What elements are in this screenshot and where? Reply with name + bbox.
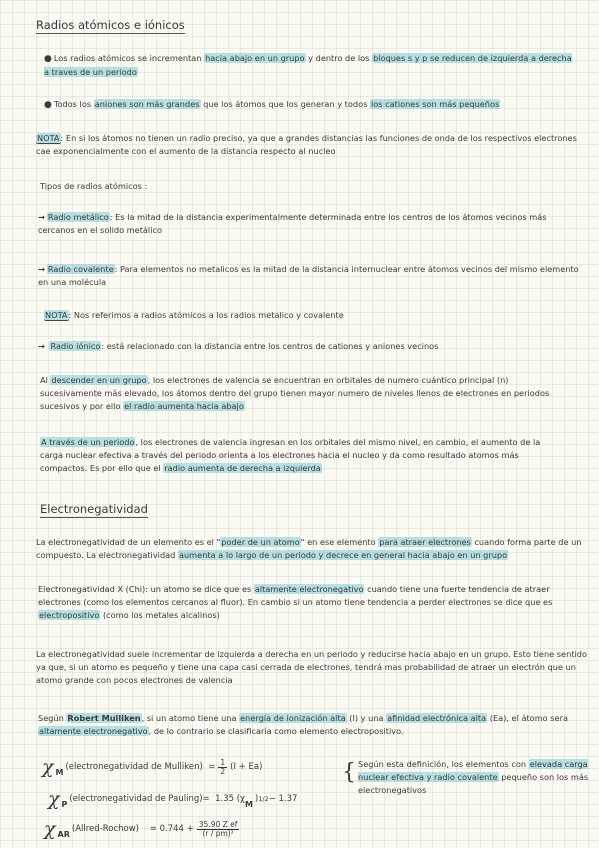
fraction: $\frac{\text{35.90 Z ef}}{\text{(r / pm)²}}$ (198, 819, 238, 838)
paragraph-tendencia: La electronegatividad suele incrementar de izquierda a derecha en un periodo y reducirse hacia abajo en un grupo. Esto tiene sentido ya que, si un atomo es pequeño y tiene una capa casi cerrada de electrones, tendrá mas probabilidad de atraer un electrón que un atomo grande con pocos electrones de valencia (36, 649, 587, 685)
arrow-right-icon: → (38, 341, 45, 351)
paragraph-definicion-electronegatividad: La electronegatividad de un elemento es el "poder de un atomo" en ese elemento para atraer electrones cuando forma parte de un compuesto. La electronegatividad aumenta a lo largo de un periodo y decrece en general hacia abajo en un grupo (36, 537, 582, 560)
paragraph-descender-grupo: Al descender en un grupo, los electrones de valencia se encuentran en orbitales de numero cuántico principal (n) sucesivamente más elevado, los átomos dentro del grupo tienen mayor numero de niveles llenos de electrones en periodos sucesivos y por ello el radio aumenta hacia abajo (40, 375, 550, 411)
nota-radios: NOTA: Nos referimos a radios atómicos a los radios metalico y covalente (45, 310, 344, 320)
paragraph-radios-atomicos: ● Los radios atómicos se incrementan hacia abajo en un grupo y dentro de los bloques s y p se reducen de izquierda a derecha a traves de un periodo (44, 53, 572, 77)
brace-icon: { (342, 760, 356, 785)
nota-radio-preciso: NOTA: En si los átomos no tienen un radio preciso, ya que a grandes distancias las funciones de onda de los respectivos electrones cae exponencialmente con el aumento de la distancia respecto al nucleo (36, 133, 577, 156)
section-title-electronegatividad: Electronegatividad (40, 502, 148, 516)
bullet-icon: ● (44, 54, 52, 64)
paragraph-traves-periodo: A través de un periodo, los electrones de valencia ingresan en los orbitales del mismo nivel, en cambio, el aumento de la carga nuclear efectiva a través del periodo orienta a los electrones hacia el nucleo y da como resultado atomos más compactos. Es por ello que el radio aumenta de derecha a izquierda (40, 437, 541, 473)
radio-ionico-item: → Radio iónico: está relacionado con la distancia entre los centros de cationes y aniones vecinos (38, 341, 439, 351)
radio-metalico-item: → Radio metálico: Es la mitad de la distancia experimentalmente determinada entre los centros de los átomos vecinos más cercanos en el solido metálico (38, 212, 547, 235)
paragraph-mulliken: Según Robert Mulliken, si un atomo tiene una energía de ionización alta (I) y una afinidad electrónica alta (Ea), el átomo sera altamente electronegativo, de lo contrario se clasificaría como elemento electropositivo. (38, 713, 568, 736)
equation-mulliken: χ M (electronegatividad de Mulliken) = $\frac{1}{2}$ (I + Ea) (42, 756, 263, 778)
paragraph-aniones-cationes: ● Todos los aniones son más grandes que los átomos que los generan y todos los cationes son más pequeños (44, 99, 500, 110)
tipos-heading: Tipos de radios atómicos : (40, 181, 148, 191)
arrow-right-icon: → (38, 264, 45, 274)
equation-allred-rochow: χ AR (Allred-Rochow) = 0.744 + $\frac{\text{35.90 Z ef}}{\text{(r / pm)²}}$ (44, 818, 238, 840)
arrow-right-icon: → (38, 212, 45, 222)
radio-covalente-item: → Radio covalente: Para elementos no metalicos es la mitad de la distancia internuclear entre átomos vecinos del mismo elemento en una molécula (38, 264, 579, 287)
paragraph-chi: Electronegatividad X (Chi): un atomo se dice que es altamente electronegativo cuando tiene una fuerte tendencia de atraer electrones (como los elementos cercanos al fluor). En cambio si un atomo tiene tendencia a perder electrones se dice que es electropositivo (como los metales alcalinos) (38, 584, 553, 620)
side-note-definicion: Según esta definición, los elementos con elevada carga nuclear efectiva y radio covalente pequeño son los más electronegativos (358, 759, 589, 795)
equation-pauling: χ P (electronegatividad de Pauling)= 1.35 (χ M ) 1/2 − 1.37 (48, 788, 298, 810)
section-title-radios: Radios atómicos e iónicos (36, 18, 185, 32)
bullet-icon: ● (44, 100, 52, 110)
fraction: $\frac{1}{2}$ (220, 757, 226, 776)
